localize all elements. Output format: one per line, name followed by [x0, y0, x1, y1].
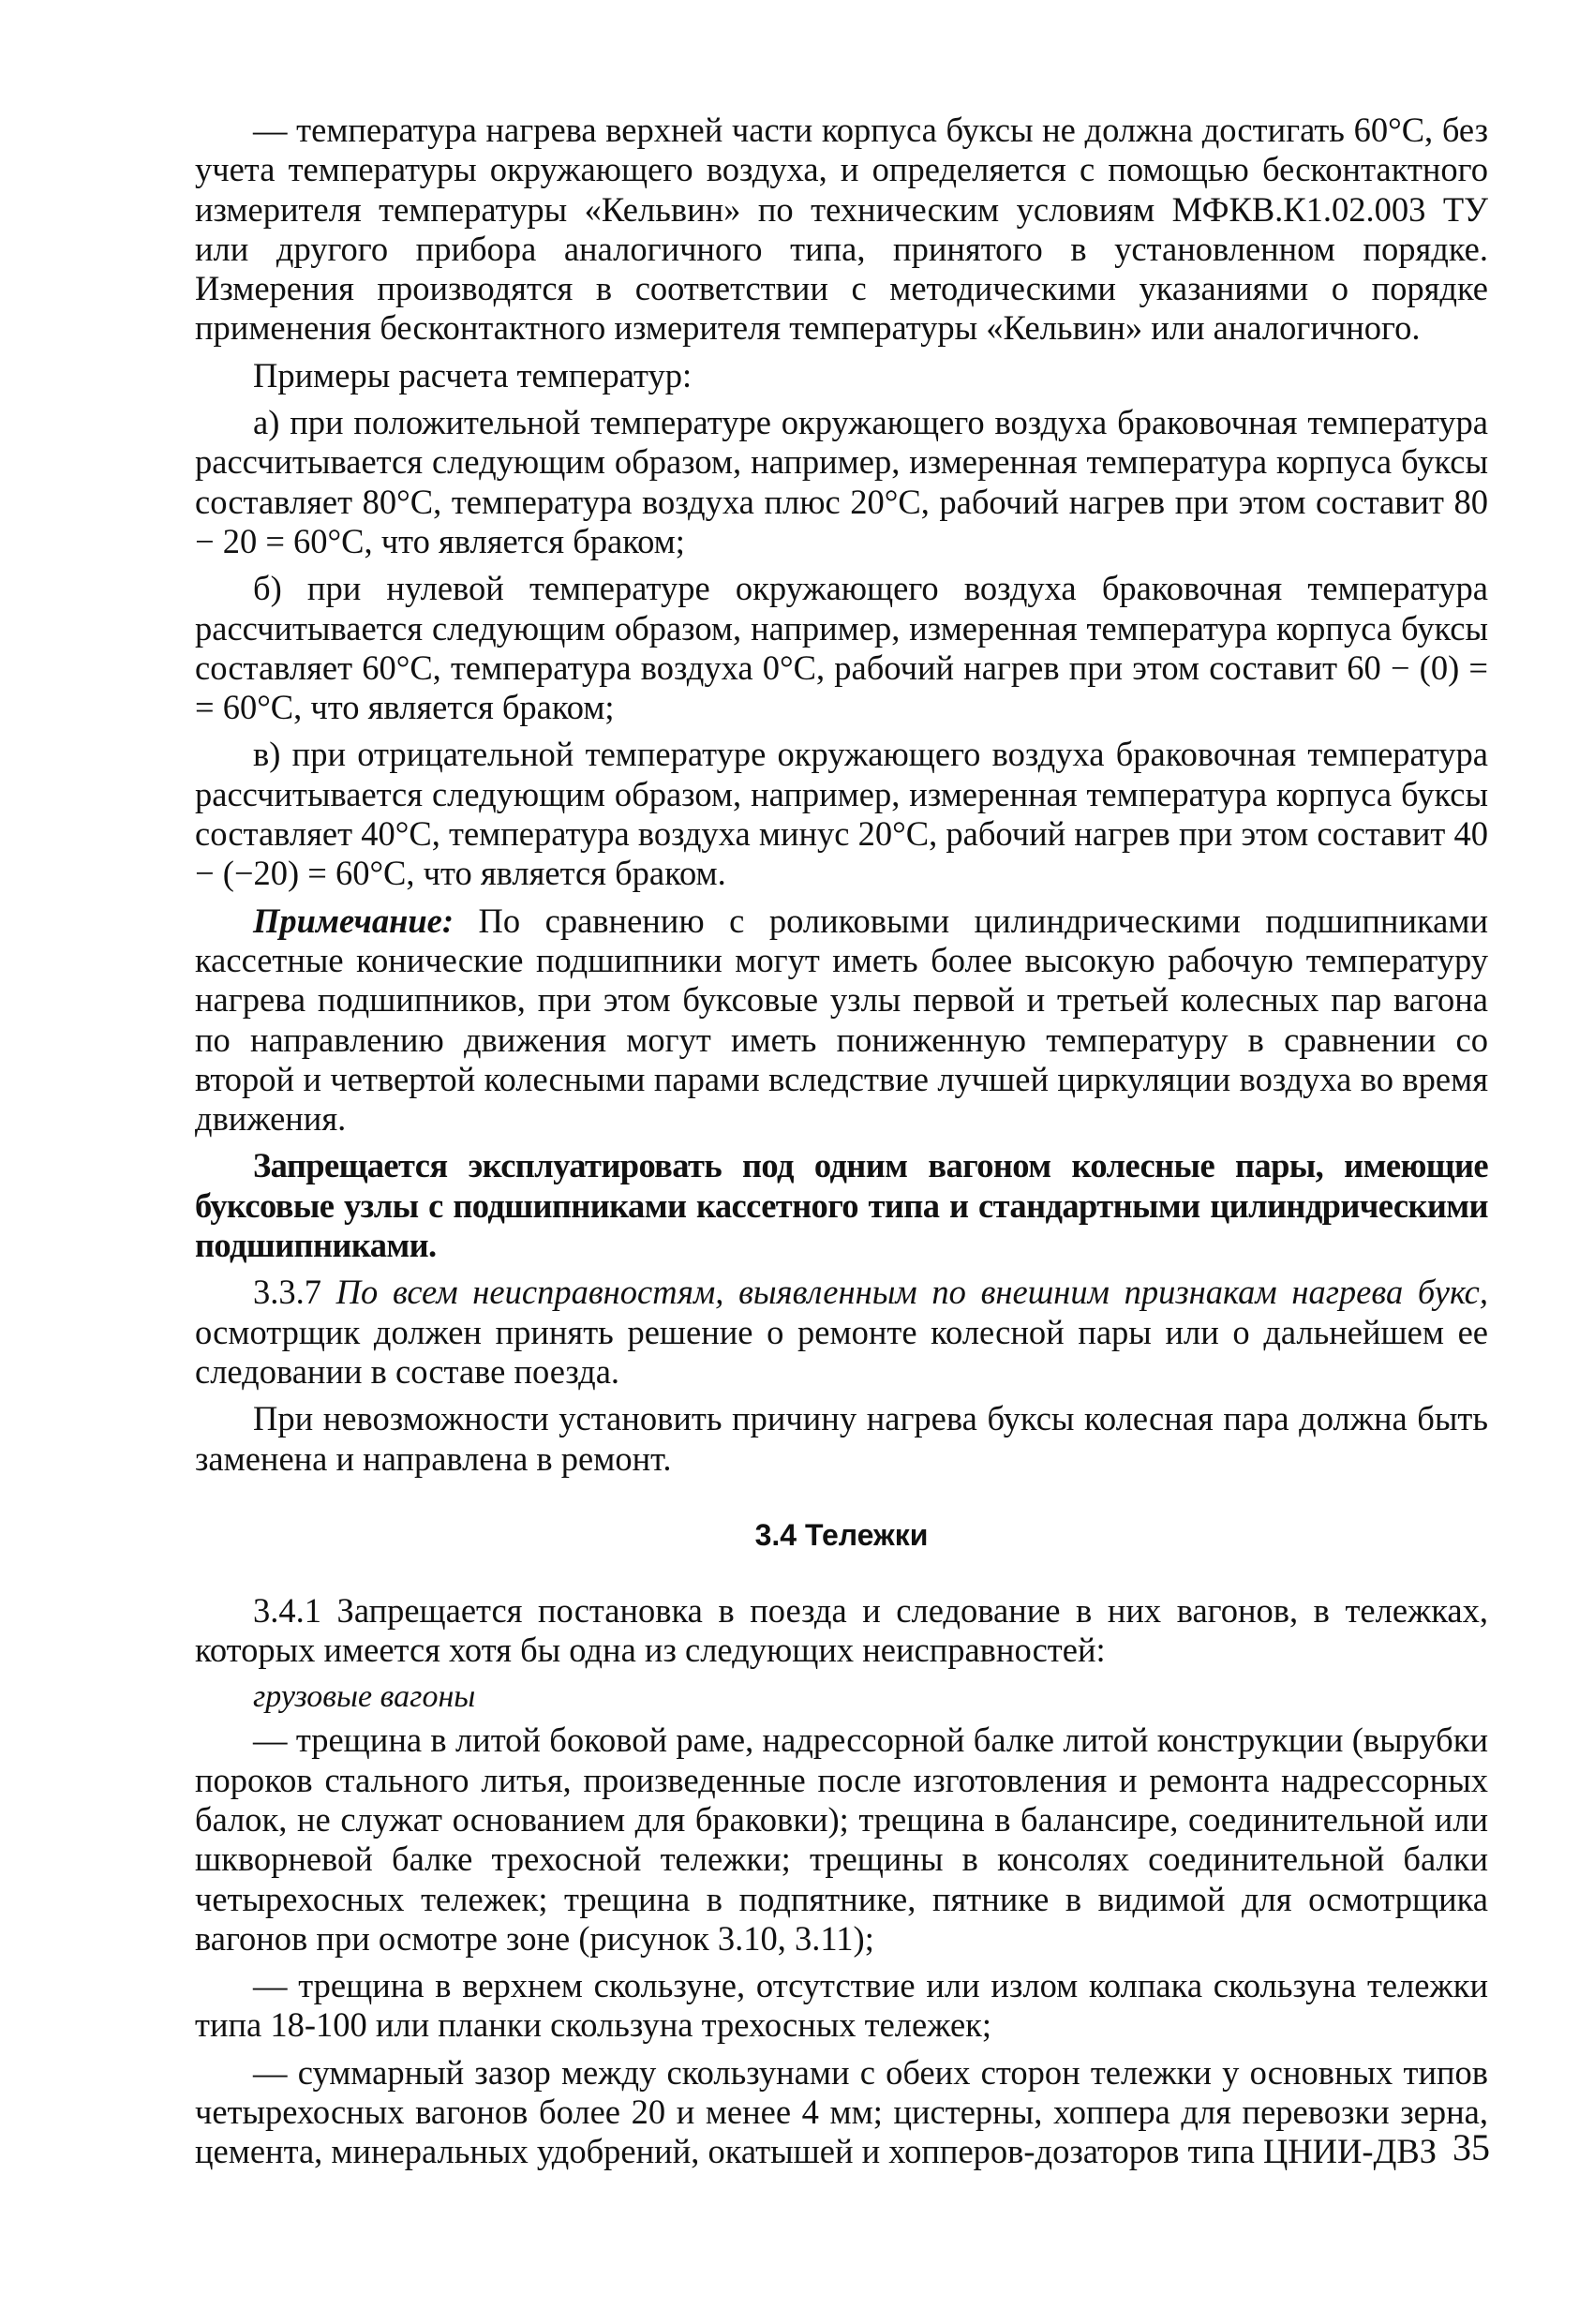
paragraph-temperature-limit: — температура нагрева верхней части корпуса буксы не должна достигать 60°С, без учета температуры окружающего воздуха, и определяется с помощью бесконтактного измерителя температуры «Кельвин» по техническим условиям МФКВ.К1.02.003 ТУ или другого прибора аналогичного типа, принятого в установленном порядке. Измерения производятся в соответствии с методическими указаниями о порядке применения бесконтактного измерителя температуры «Кельвин» или аналогичного.	[195, 111, 1488, 348]
subhead-freight-wagons: грузовые вагоны	[253, 1679, 476, 1715]
paragraph-replace: При невозможности установить причину нагрева буксы колесная пара должна быть заменена и направлена в ремонт.	[195, 1399, 1488, 1478]
note-text: По сравнению с роликовыми цилиндрическими подшипниками кассетные конические подшипники могут иметь более высокую рабочую температуру нагрева подшипников, при этом буксовые узлы первой и третьей колесных пар вагона по направлению движения могут иметь пониженную температуру в сравнении со второй и четвертой колесными парами вследствие лучшей циркуляции воздуха во время движения.	[195, 901, 1488, 1139]
paragraph-3-4-1: 3.4.1 Запрещается постановка в поезда и следование в них вагонов, в тележках, которых имеется хотя бы одна из следующих неисправностей:	[195, 1590, 1488, 1670]
paragraph-crack-frame: — трещина в литой боковой раме, надрессорной балке литой конструкции (вырубки пороков стального литья, произведенные после изготовления и ремонта надрессорных балок, не служат основанием для браковки); трещина в балансире, соединительной или шкворневой балке трехосной тележки; трещины в консолях соединительной балки четырехосных тележек; трещина в подпятнике, пятнике в видимой для осмотрщика вагонов при осмотре зоне (рисунок 3.10, 3.11);	[195, 1721, 1488, 1958]
paragraph-3-3-7	[195, 1273, 1488, 1392]
paragraph-crack-slider: — трещина в верхнем скользуне, отсутствие или излом колпака скользуна тележки типа 18-100 или планки скользуна трехосных тележек;	[195, 1966, 1488, 2045]
item-number: 3.3.7	[253, 1273, 321, 1312]
section-heading: 3.4 Тележки	[754, 1517, 929, 1552]
page-number: 35	[1452, 2126, 1490, 2168]
item-italic-text: По всем неисправностям, выявленным по внешним признакам нагрева букс,	[321, 1273, 1488, 1312]
paragraph-example-a: а) при положительной температуре окружающего воздуха браковочная температура рассчитывается следующим образом, например, измеренная температура корпуса буксы составляет 80°С, температура воздуха плюс 20°С, рабочий нагрев при этом составит 80 − 20 = 60°С, что является браком;	[195, 403, 1488, 560]
paragraph-example-b: б) при нулевой температуре окружающего воздуха браковочная температура рассчитывается следующим образом, например, измеренная температура корпуса буксы составляет 60°С, температура воздуха 0°С, рабочий нагрев при этом составит 60 − (0) = = 60°С, что является браком;	[195, 569, 1488, 727]
paragraph-examples-intro: Примеры расчета температур:	[253, 355, 693, 395]
document-page	[195, 111, 1488, 2180]
paragraph-example-c: в) при отрицательной температуре окружающего воздуха браковочная температура рассчитывается следующим образом, например, измеренная температура корпуса буксы составляет 40°С, температура воздуха минус 20°С, рабочий нагрев при этом составит 40 − (−20) = 60°С, что является браком.	[195, 735, 1488, 893]
note-paragraph	[195, 901, 1488, 1140]
paragraph-slider-gap: — суммарный зазор между скользунами с обеих сторон тележки у основных типов четырехосных вагонов более 20 и менее 4 мм; цистерны, хоппера для перевозки зерна, цемента, минеральных удобрений, окатышей и хопперов-дозаторов типа ЦНИИ-ДВЗ	[195, 2052, 1488, 2171]
item-text: осмотрщик должен принять решение о ремонте колесной пары или о дальнейшем ее следовании в составе поезда.	[195, 1312, 1488, 1391]
warning-paragraph: Запрещается эксплуатировать под одним вагоном колесные пары, имеющие буксовые узлы с подшипниками кассетного типа и стандартными цилиндрическими подшипниками.	[195, 1146, 1488, 1265]
note-label: Примечание:	[253, 901, 454, 940]
